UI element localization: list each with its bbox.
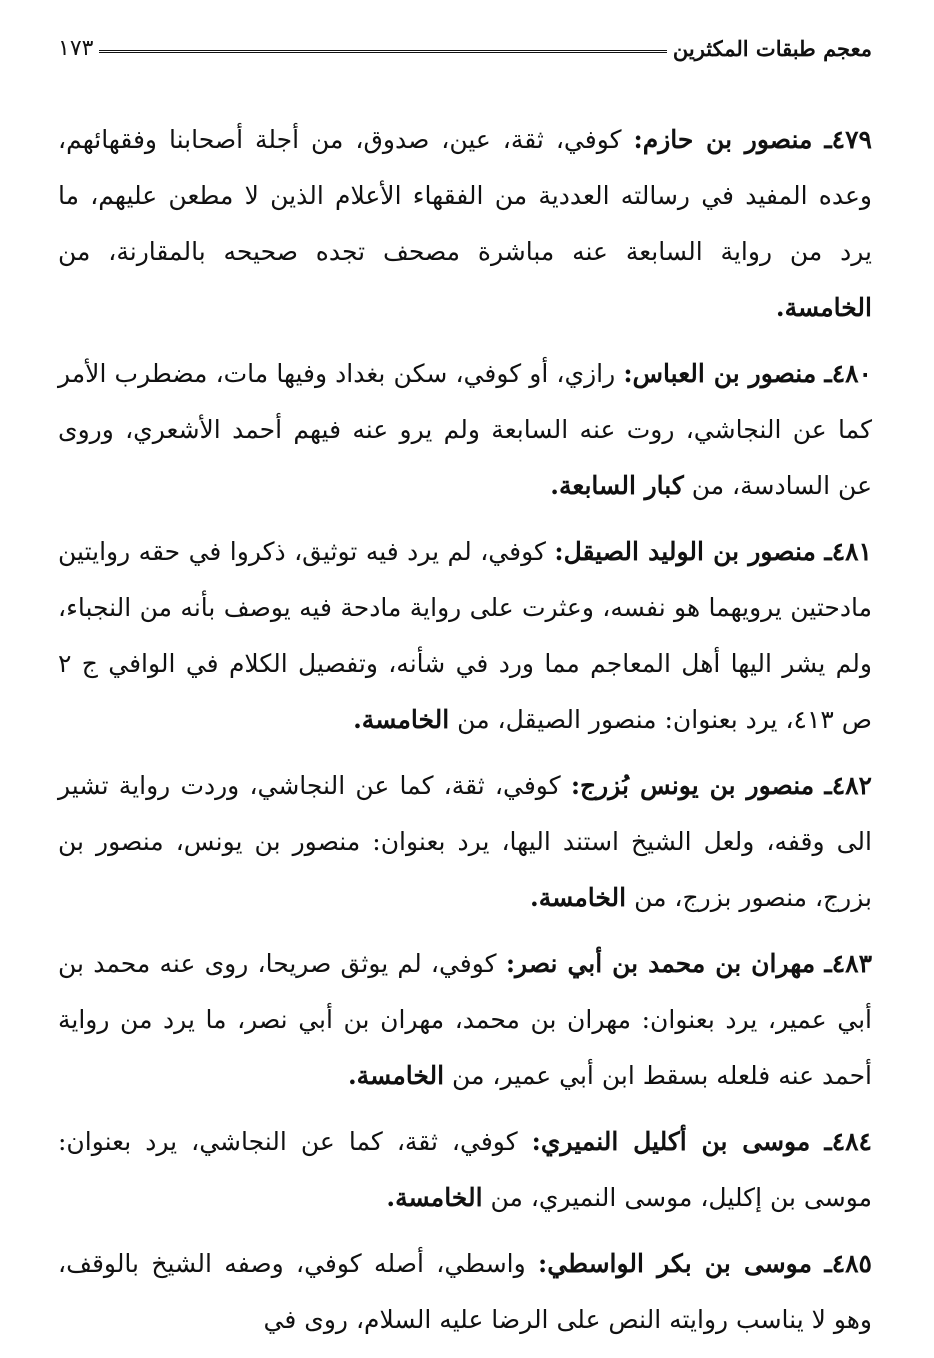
entry-name: موسى بن بكر الواسطي: (538, 1249, 812, 1278)
entry-number: ٤٨٢ـ (824, 771, 872, 800)
entry-485 (58, 1236, 872, 1348)
running-header (58, 30, 872, 66)
entry-number: ٤٨٣ـ (824, 949, 873, 978)
entry-body: كوفي، لم يرد فيه توثيق، ذكروا في حقه روايتين مادحتين يرويهما هو نفسه، وعثرت على رواية مادحة فيه يوصف بأنه من النجباء، ولم يشر اليها أهل المعاجم مما ورد في شأنه، وتفصيل الكلام في الوافي ج ٢ ص ٤١٣، يرد بعنوان: منصور الصيقل، من (58, 537, 872, 734)
book-title: معجم طبقات المكثرين (672, 35, 872, 61)
header-rule (99, 50, 666, 53)
entry-name: منصور بن حازم: (633, 125, 813, 154)
entry-body: كوفي، ثقة، كما عن النجاشي، وردت رواية تشير الى وقفه، ولعل الشيخ استند اليها، يرد بعنوان: منصور بن يونس، منصور بن بزرج، منصور بزرج، من (58, 771, 872, 912)
entry-name: منصور بن يونس بُزرج: (570, 771, 815, 800)
entry-name: منصور بن العباس: (623, 359, 817, 388)
entry-482 (58, 758, 872, 926)
entry-number: ٤٨٥ـ (824, 1249, 872, 1278)
entry-name: مهران بن محمد بن أبي نصر: (505, 949, 816, 978)
entry-number: ٤٨٤ـ (824, 1127, 872, 1156)
entry-body: واسطي، أصله كوفي، وصفه الشيخ بالوقف، وهو لا يناسب روايته النص على الرضا عليه السلام، روى في (58, 1249, 872, 1334)
entry-481 (58, 524, 872, 748)
entry-number: ٤٨١ـ (824, 537, 872, 566)
entry-479 (58, 112, 872, 336)
entry-name: موسى بن أكليل النميري: (531, 1127, 811, 1156)
entry-grade: الخامسة. (386, 1183, 483, 1212)
entry-number: ٤٧٩ـ (824, 125, 872, 154)
entry-number: ٤٨٠ـ (824, 359, 872, 388)
entry-grade: الخامسة. (775, 293, 872, 322)
entry-grade: الخامسة. (353, 705, 450, 734)
entry-body: كوفي، ثقة، كما عن النجاشي، يرد بعنوان: موسى بن إكليل، موسى النميري، من (58, 1127, 872, 1212)
entry-480 (58, 346, 872, 514)
entries-list (58, 112, 872, 1358)
entry-body: كوفي، لم يوثق صريحا، روى عنه محمد بن أبي عمير، يرد بعنوان: مهران بن محمد، مهران بن أبي نصر، ما يرد من رواية أحمد عنه فلعله بسقط ابن أبي عمير، من (58, 949, 872, 1090)
entry-body: رازي، أو كوفي، سكن بغداد وفيها مات، مضطرب الأمر كما عن النجاشي، روت عنه السابعة ولم يرو عنه فيهم أحمد الأشعري، وروى عن السادسة، من (58, 359, 872, 500)
entry-484 (58, 1114, 872, 1226)
entry-body: كوفي، ثقة، عين، صدوق، من أجلة أصحابنا وفقهائهم، وعده المفيد في رسالته العددية من الفقهاء الأعلام الذين لا مطعن عليهم، ما يرد من رواية السابعة عنه مباشرة مصحف تجده صحيحه بالمقارنة، من (58, 125, 872, 266)
entry-grade: كبار السابعة. (550, 471, 684, 500)
entry-grade: الخامسة. (529, 883, 627, 912)
entry-name: منصور بن الوليد الصيقل: (554, 537, 816, 566)
entry-483 (58, 936, 872, 1104)
page-number: ١٧٣ (58, 35, 94, 61)
entry-grade: الخامسة. (347, 1061, 445, 1090)
